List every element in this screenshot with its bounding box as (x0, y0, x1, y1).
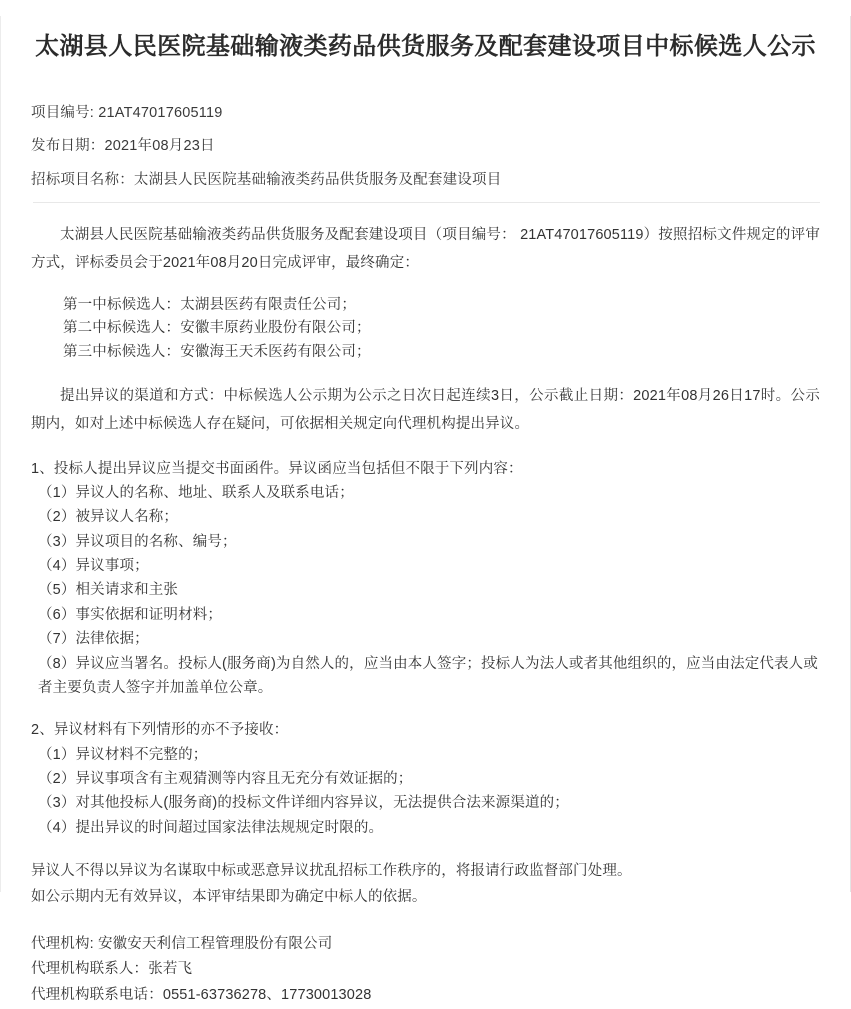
list-item: （3）异议项目的名称、编号； (38, 533, 237, 550)
announcement-page (0, 16, 851, 1004)
project-number: 项目编号: 21AT47017605119 (31, 104, 223, 121)
intro-paragraph: 太湖县人民医院基础输液类药品供货服务及配套建设项目（项目编号： 21AT47017605119）按照招标文件规定的评审方式，评标委员会于2021年08月20日完成评审，最终确定： (31, 227, 820, 272)
objection-channel-paragraph: 提出异议的渠道和方式：中标候选人公示期为公示之日次日起连续3日，公示截止日期：2021年08月26日17时。公示期内，如对上述中标候选人存在疑问，可依据相关规定向代理机构提出异议。 (31, 388, 820, 433)
section-one (31, 457, 820, 701)
closing-line-one: 异议人不得以异议为名谋取中标或恶意异议扰乱招标工作秩序的，将报请行政监督部门处理。 (31, 863, 632, 880)
publish-date: 发布日期：2021年08月23日 (31, 138, 215, 155)
list-item: （3）对其他投标人(服务商)的投标文件详细内容异议，无法提供合法来源渠道的； (38, 795, 569, 812)
list-item: 第三中标候选人：安徽海王天禾医药有限公司； (63, 343, 371, 360)
list-item: （1）异议材料不完整的； (38, 746, 208, 763)
list-item: （8）异议应当署名。投标人(服务商)为自然人的，应当由本人签字；投标人为法人或者其他组织的，应当由法定代表人或者主要负责人签字并加盖单位公章。 (38, 655, 818, 696)
list-item: （4）异议事项； (38, 558, 149, 575)
document-body (1, 221, 850, 1009)
agency-contact-phone: 代理机构联系电话：0551-63736278、17730013028 (31, 987, 372, 1004)
list-item: （1）异议人的名称、地址、联系人及联系电话； (38, 485, 354, 502)
list-item: 第二中标候选人：安徽丰原药业股份有限公司； (63, 320, 371, 337)
candidate-list (31, 294, 820, 364)
tender-project-name: 招标项目名称：太湖县人民医院基础输液类药品供货服务及配套建设项目 (31, 171, 502, 188)
section-one-list (31, 481, 820, 700)
list-item: （7）法律依据； (38, 631, 149, 648)
agency-footer (31, 932, 820, 1009)
list-item: （4）提出异议的时间超过国家法律法规规定时限的。 (38, 819, 384, 836)
page-title: 太湖县人民医院基础输液类药品供货服务及配套建设项目中标候选人公示 (35, 33, 816, 61)
closing-line-two: 如公示期内无有效异议，本评审结果即为确定中标人的依据。 (31, 888, 427, 905)
section-two (31, 718, 820, 840)
agency-contact-person: 代理机构联系人：张若飞 (31, 961, 193, 978)
section-two-list (31, 743, 820, 840)
agency-name: 代理机构: 安徽安天利信工程管理股份有限公司 (31, 935, 333, 952)
section-two-heading: 2、异议材料有下列情形的亦不予接收： (31, 722, 289, 739)
metadata-block (1, 80, 850, 191)
section-one-heading: 1、投标人提出异议应当提交书面函件。异议函应当包括但不限于下列内容： (31, 460, 523, 477)
closing-block (31, 859, 820, 911)
header-divider (33, 202, 820, 203)
list-item: （5）相关请求和主张 (38, 582, 179, 599)
list-item: 第一中标候选人：太湖县医药有限责任公司； (63, 296, 356, 313)
list-item: （6）事实依据和证明材料； (38, 606, 223, 623)
list-item: （2）被异议人名称； (38, 509, 179, 526)
list-item: （2）异议事项含有主观猜测等内容且无充分有效证据的； (38, 770, 413, 787)
